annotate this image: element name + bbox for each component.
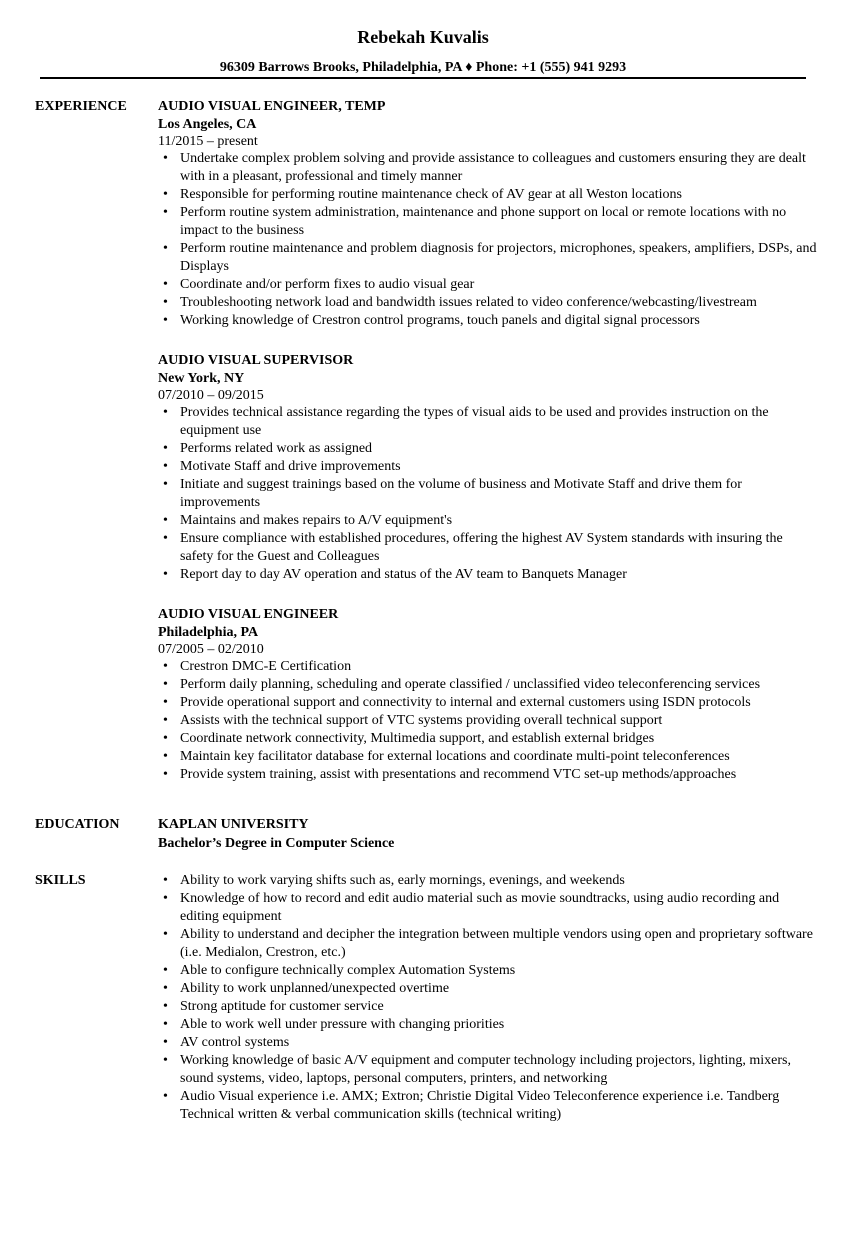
list-item (158, 694, 818, 712)
list-item (158, 658, 818, 676)
job-responsibilities (158, 404, 818, 584)
education-content (158, 816, 818, 853)
list-item (158, 998, 818, 1016)
list-item-text: Undertake complex problem solving and provide assistance to colleagues and customers ensuring they are dealt with in a pleasant, professional and timely manner (180, 151, 806, 184)
list-item-text: Able to work well under pressure with changing priorities (180, 1017, 505, 1032)
list-item-text: Crestron DMC-E Certification (180, 659, 352, 674)
list-item (158, 458, 818, 476)
bullet-icon: • (163, 477, 168, 492)
list-item-text: Performs related work as assigned (180, 441, 373, 456)
list-item-text: Provides technical assistance regarding the types of visual aids to be used and provides instruction on the equipment use (180, 405, 769, 438)
list-item (158, 276, 818, 294)
bullet-icon: • (163, 405, 168, 420)
list-item (158, 676, 818, 694)
list-item (158, 150, 818, 186)
list-item (158, 872, 818, 890)
job-dates: 07/2005 – 02/2010 (158, 642, 264, 657)
list-item (158, 186, 818, 204)
education-school: KAPLAN UNIVERSITY (158, 817, 309, 832)
job-location: New York, NY (158, 371, 245, 386)
bullet-icon: • (163, 963, 168, 978)
job-responsibilities (158, 658, 818, 784)
list-item-text: Coordinate network connectivity, Multimedia support, and establish external bridges (180, 731, 655, 746)
bullet-icon: • (163, 695, 168, 710)
list-item-text: Coordinate and/or perform fixes to audio visual gear (180, 277, 475, 292)
job-entry (158, 606, 818, 784)
list-item-text: Ability to work unplanned/unexpected overtime (180, 981, 450, 996)
bullet-icon: • (163, 241, 168, 256)
list-item-text: Working knowledge of basic A/V equipment and computer technology including projectors, lighting, mixers, sound systems, video, laptops, personal computers, printers, and networking (180, 1053, 791, 1086)
list-item (158, 204, 818, 240)
job-location: Los Angeles, CA (158, 117, 257, 132)
bullet-icon: • (163, 749, 168, 764)
list-item (158, 766, 818, 784)
bullet-icon: • (163, 513, 168, 528)
bullet-icon: • (163, 873, 168, 888)
list-item (158, 1016, 818, 1034)
bullet-icon: • (163, 731, 168, 746)
list-item-text: Responsible for performing routine maintenance check of AV gear at all Weston locations (180, 187, 682, 202)
list-item-text: Able to configure technically complex Automation Systems (180, 963, 516, 978)
education-degree: Bachelor’s Degree in Computer Science (158, 836, 395, 851)
list-item-text: Working knowledge of Crestron control programs, touch panels and digital signal processors (180, 313, 700, 328)
list-item-text: Assists with the technical support of VTC systems providing overall technical support (180, 713, 663, 728)
list-item (158, 730, 818, 748)
job-entry (158, 352, 818, 584)
list-item-text: Provide operational support and connectivity to internal and external customers using ISDN protocols (180, 695, 751, 710)
list-item-text: Perform routine maintenance and problem diagnosis for projectors, microphones, speakers, amplifiers, DSPs, and Displays (180, 241, 817, 274)
list-item (158, 312, 818, 330)
list-item-text: Motivate Staff and drive improvements (180, 459, 401, 474)
bullet-icon: • (163, 927, 168, 942)
skills-list (158, 872, 818, 1124)
contact-line: 96309 Barrows Brooks, Philadelphia, PA ♦ Phone: +1 (555) 941 9293 (219, 60, 627, 75)
list-item (158, 530, 818, 566)
candidate-name: Rebekah Kuvalis (357, 27, 489, 47)
job-entry (158, 98, 818, 330)
bullet-icon: • (163, 659, 168, 674)
list-item (158, 1088, 818, 1124)
list-item-text: Audio Visual experience i.e. AMX; Extron; Christie Digital Video Teleconference experience i.e. Tandberg Technical written & verbal communication skills (technical writing) (180, 1089, 780, 1122)
list-item (158, 404, 818, 440)
bullet-icon: • (163, 531, 168, 546)
bullet-icon: • (163, 1017, 168, 1032)
bullet-icon: • (163, 1053, 168, 1068)
list-item (158, 890, 818, 926)
list-item (158, 926, 818, 962)
list-item (158, 512, 818, 530)
experience-content (158, 98, 818, 806)
job-title: AUDIO VISUAL ENGINEER (158, 607, 339, 622)
bullet-icon: • (163, 205, 168, 220)
list-item (158, 294, 818, 312)
list-item-text: Troubleshooting network load and bandwidth issues related to video conference/webcasting/livestream (180, 295, 757, 310)
list-item-text: Provide system training, assist with presentations and recommend VTC set-up methods/approaches (180, 767, 737, 782)
header-divider (40, 77, 806, 79)
bullet-icon: • (163, 567, 168, 582)
bullet-icon: • (163, 151, 168, 166)
list-item (158, 712, 818, 730)
bullet-icon: • (163, 441, 168, 456)
bullet-icon: • (163, 1035, 168, 1050)
list-item-text: Report day to day AV operation and status of the AV team to Banquets Manager (180, 567, 627, 582)
job-location: Philadelphia, PA (158, 625, 259, 640)
list-item-text: Initiate and suggest trainings based on the volume of business and Motivate Staff and drive them for improvements (180, 477, 742, 510)
section-label-experience: EXPERIENCE (35, 99, 127, 114)
list-item-text: Ensure compliance with established procedures, offering the highest AV System standards with insuring the safety for the Guest and Colleagues (180, 531, 783, 564)
bullet-icon: • (163, 767, 168, 782)
bullet-icon: • (163, 459, 168, 474)
list-item (158, 1034, 818, 1052)
bullet-icon: • (163, 1089, 168, 1104)
bullet-icon: • (163, 713, 168, 728)
bullet-icon: • (163, 677, 168, 692)
list-item (158, 980, 818, 998)
list-item (158, 240, 818, 276)
list-item (158, 962, 818, 980)
list-item-text: Ability to work varying shifts such as, early mornings, evenings, and weekends (180, 873, 625, 888)
list-item-text: AV control systems (180, 1035, 290, 1050)
job-dates: 07/2010 – 09/2015 (158, 388, 264, 403)
list-item (158, 476, 818, 512)
bullet-icon: • (163, 313, 168, 328)
list-item-text: Knowledge of how to record and edit audio material such as movie soundtracks, using audio recording and editing equipment (180, 891, 780, 924)
bullet-icon: • (163, 999, 168, 1014)
job-responsibilities (158, 150, 818, 330)
list-item-text: Maintains and makes repairs to A/V equipment's (180, 513, 453, 528)
job-dates: 11/2015 – present (158, 134, 258, 149)
bullet-icon: • (163, 891, 168, 906)
list-item-text: Strong aptitude for customer service (180, 999, 384, 1014)
list-item (158, 566, 818, 584)
skills-content (158, 872, 818, 1124)
list-item-text: Perform daily planning, scheduling and operate classified / unclassified video teleconferencing services (180, 677, 761, 692)
section-label-education: EDUCATION (35, 817, 120, 832)
list-item-text: Ability to understand and decipher the integration between multiple vendors using open and proprietary software (i.e. Medialon, Crestron, etc.) (180, 927, 813, 960)
list-item (158, 440, 818, 458)
list-item-text: Maintain key facilitator database for external locations and coordinate multi-point teleconferences (180, 749, 730, 764)
list-item-text: Perform routine system administration, maintenance and phone support on local or remote locations with no impact to the business (180, 205, 787, 238)
bullet-icon: • (163, 295, 168, 310)
bullet-icon: • (163, 981, 168, 996)
bullet-icon: • (163, 277, 168, 292)
job-title: AUDIO VISUAL ENGINEER, TEMP (158, 99, 386, 114)
list-item (158, 748, 818, 766)
job-title: AUDIO VISUAL SUPERVISOR (158, 353, 354, 368)
list-item (158, 1052, 818, 1088)
bullet-icon: • (163, 187, 168, 202)
section-label-skills: SKILLS (35, 873, 86, 888)
